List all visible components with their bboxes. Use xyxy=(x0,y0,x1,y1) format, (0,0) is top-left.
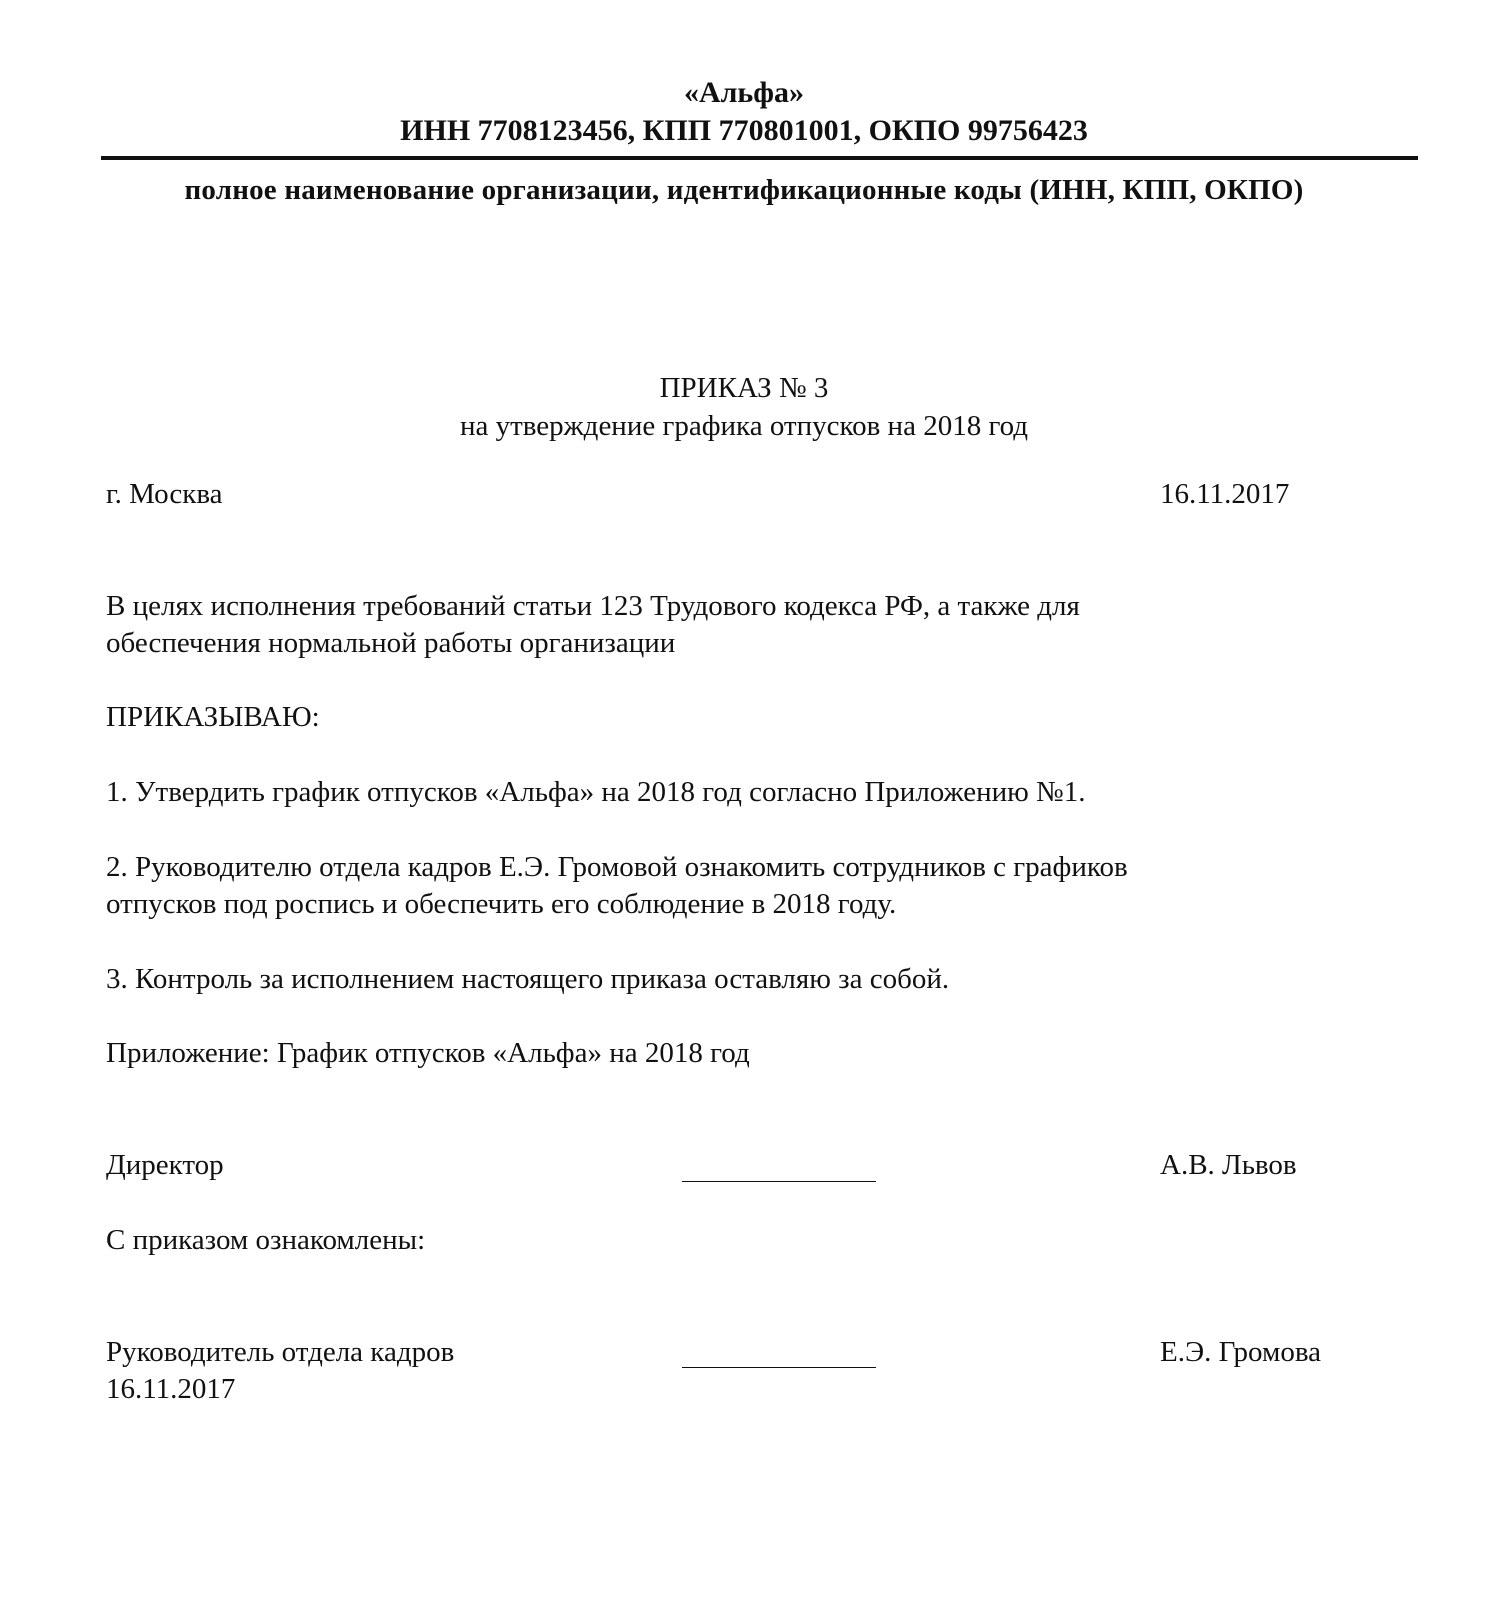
order-item-3: 3. Контроль за исполнением настоящего приказа оставляю за собой. xyxy=(106,963,950,995)
organization-codes: ИНН 7708123456, КПП 770801001, ОКПО 99756423 xyxy=(400,114,1088,147)
hr-signature-line xyxy=(682,1367,876,1368)
header-divider xyxy=(101,156,1418,160)
order-item-2-line-1: 2. Руководителю отдела кадров Е.Э. Громовой ознакомить сотрудников с графиков xyxy=(106,851,1128,883)
order-item-2-line-2: отпусков под роспись и обеспечить его соблюдение в 2018 году. xyxy=(106,888,897,920)
organization-name: «Альфа» xyxy=(683,76,805,109)
director-signature-line xyxy=(682,1181,876,1182)
preamble-line-1: В целях исполнения требований статьи 123 Трудового кодекса РФ, а также для xyxy=(106,590,1080,622)
order-subtitle: на утверждение графика отпусков на 2018 год xyxy=(459,410,1029,442)
hr-title: Руководитель отдела кадров xyxy=(106,1336,455,1368)
order-title: ПРИКАЗ № 3 xyxy=(659,372,829,404)
hr-name: Е.Э. Громова xyxy=(1160,1336,1322,1368)
order-item-1: 1. Утвердить график отпусков «Альфа» на 2018 год согласно Приложению №1. xyxy=(106,776,1086,808)
hr-acquaintance-date: 16.11.2017 xyxy=(106,1373,236,1405)
director-title: Директор xyxy=(106,1149,224,1181)
director-name: А.В. Львов xyxy=(1160,1149,1297,1181)
organization-caption: полное наименование организации, идентификационные коды (ИНН, КПП, ОКПО) xyxy=(184,174,1304,206)
attachment-note: Приложение: График отпусков «Альфа» на 2018 год xyxy=(106,1037,750,1069)
order-city: г. Москва xyxy=(106,478,223,510)
acquainted-label: С приказом ознакомлены: xyxy=(106,1224,426,1256)
preamble-line-2: обеспечения нормальной работы организации xyxy=(106,627,676,659)
order-command: ПРИКАЗЫВАЮ: xyxy=(106,701,320,733)
order-date: 16.11.2017 xyxy=(1160,478,1290,510)
